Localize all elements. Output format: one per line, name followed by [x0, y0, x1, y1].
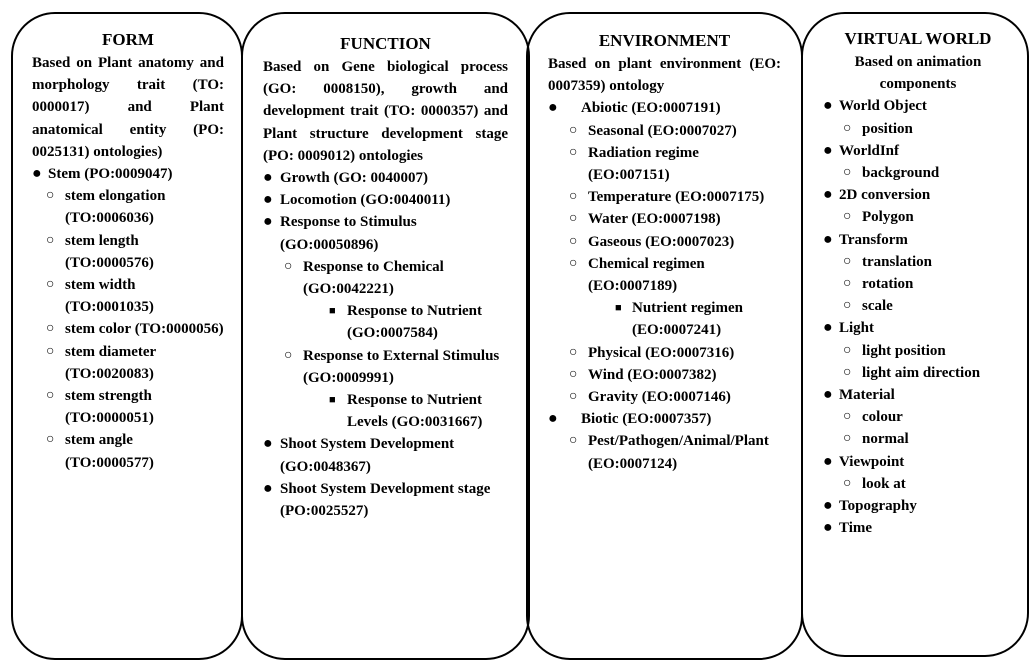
list-item-label: Locomotion (GO:0040011) [280, 192, 451, 209]
bullet-hollow-circle-icon: ○ [843, 342, 852, 358]
list-item-label: stem width (TO:0001035) [65, 277, 154, 316]
list-item [821, 95, 1015, 117]
list-item-label: colour [862, 409, 903, 426]
list-item-label: Response to Nutrient Levels (GO:0031667) [347, 392, 483, 431]
list-item-label: stem strength (TO:0000051) [65, 388, 154, 427]
bullet-filled-circle-icon: ● [32, 165, 42, 183]
bullet-hollow-circle-icon: ○ [843, 364, 852, 380]
bullet-hollow-circle-icon: ○ [284, 258, 293, 274]
list-item-label: Growth (GO: 0040007) [280, 170, 429, 187]
bullet-hollow-circle-icon: ○ [843, 209, 852, 225]
list-item-label: look at [862, 475, 906, 492]
list-item-label: Gravity (EO:0007146) [588, 389, 731, 406]
list-item-label: Radiation regime (EO:007151) [588, 144, 699, 184]
list-item [821, 162, 1015, 184]
bullet-filled-circle-icon: ● [823, 519, 833, 537]
bullet-filled-circle-icon: ● [263, 191, 273, 209]
bullet-hollow-circle-icon: ○ [569, 255, 578, 271]
bullet-filled-circle-icon: ● [263, 169, 273, 187]
list-item [821, 140, 1015, 162]
list-item-label: stem color (TO:0000056) [65, 321, 224, 338]
list-item [821, 517, 1015, 539]
list-item-label: Polygon [862, 209, 914, 226]
list-item-label: Response to Stimulus (GO:00050896) [280, 214, 417, 253]
list-item-label: Physical (EO:0007316) [588, 344, 735, 361]
bullet-square-icon: ■ [329, 394, 336, 407]
bullet-hollow-circle-icon: ○ [843, 431, 852, 447]
list-item-label: Response to External Stimulus (GO:0009991) [303, 347, 500, 386]
list-item-label: stem angle (TO:0000577) [65, 432, 154, 471]
bullet-hollow-circle-icon: ○ [569, 366, 578, 382]
environment-list [548, 97, 781, 474]
list-item [263, 300, 508, 344]
list-item-label: WorldInf [839, 142, 900, 159]
list-item [548, 386, 781, 408]
list-item [548, 208, 781, 230]
list-item-label: Water (EO:0007198) [588, 211, 721, 228]
list-item [32, 385, 224, 429]
list-item [548, 297, 781, 341]
bullet-filled-circle-icon: ● [823, 319, 833, 337]
list-item-label: Nutrient regimen (EO:0007241) [632, 300, 743, 339]
bullet-hollow-circle-icon: ○ [569, 433, 578, 449]
list-item [548, 408, 781, 430]
list-item [821, 384, 1015, 406]
list-item [263, 211, 508, 255]
list-item [263, 433, 508, 477]
bullet-filled-circle-icon: ● [823, 452, 833, 470]
bullet-filled-circle-icon: ● [263, 479, 273, 497]
list-item [548, 97, 781, 119]
bullet-hollow-circle-icon: ○ [569, 122, 578, 138]
list-item [821, 362, 1015, 384]
list-item-label: Chemical regimen (EO:0007189) [588, 255, 705, 295]
environment-title: ENVIRONMENT [598, 31, 731, 50]
list-item-label: Pest/Pathogen/Animal/Plant (EO:0007124) [588, 433, 769, 472]
bullet-filled-circle-icon: ● [548, 99, 558, 117]
list-item-label: Response to Chemical (GO:0042221) [303, 258, 444, 298]
list-item-label: stem length (TO:0000576) [65, 232, 154, 271]
bullet-hollow-circle-icon: ○ [569, 389, 578, 405]
list-item-label: rotation [862, 276, 914, 293]
list-item [548, 253, 781, 297]
list-item [548, 364, 781, 386]
bullet-hollow-circle-icon: ○ [569, 144, 578, 160]
bullet-hollow-circle-icon: ○ [46, 188, 55, 204]
bullet-square-icon: ■ [615, 302, 622, 315]
list-item [32, 163, 224, 185]
bullet-hollow-circle-icon: ○ [843, 276, 852, 292]
list-item-label: Shoot System Development stage (PO:0025527) [280, 480, 491, 520]
bullet-hollow-circle-icon: ○ [843, 298, 852, 314]
list-item [263, 189, 508, 211]
list-item [821, 317, 1015, 339]
bullet-hollow-circle-icon: ○ [569, 189, 578, 205]
list-item [548, 142, 781, 186]
list-item-label: Shoot System Development (GO:0048367) [280, 436, 455, 475]
bullet-filled-circle-icon: ● [823, 230, 833, 248]
list-item-label: normal [862, 431, 909, 448]
list-item-label: Temperature (EO:0007175) [588, 189, 765, 206]
bullet-filled-circle-icon: ● [823, 141, 833, 159]
list-item-label: Light [839, 320, 875, 337]
list-item [821, 295, 1015, 317]
bullet-hollow-circle-icon: ○ [843, 475, 852, 491]
bullet-filled-circle-icon: ● [823, 186, 833, 204]
list-item-label: position [862, 120, 913, 137]
bullet-filled-circle-icon: ● [263, 435, 273, 453]
virtual-world-title: VIRTUAL WORLD [844, 29, 992, 48]
virtual-world-panel [801, 12, 1029, 657]
list-item [263, 389, 508, 433]
bullet-hollow-circle-icon: ○ [569, 344, 578, 360]
list-item-label: light aim direction [862, 364, 981, 381]
list-item [263, 256, 508, 300]
virtual-world-description: Based on animation components [854, 54, 982, 93]
bullet-filled-circle-icon: ● [263, 213, 273, 231]
bullet-filled-circle-icon: ● [548, 410, 558, 428]
list-item [548, 186, 781, 208]
list-item [821, 206, 1015, 228]
list-item [821, 273, 1015, 295]
bullet-hollow-circle-icon: ○ [46, 232, 55, 248]
list-item-label: Transform [839, 231, 908, 248]
list-item-label: Time [839, 520, 873, 537]
bullet-hollow-circle-icon: ○ [284, 347, 293, 363]
list-item-label: 2D conversion [839, 187, 931, 204]
form-panel [11, 12, 243, 660]
environment-panel [526, 12, 803, 660]
bullet-filled-circle-icon: ● [823, 97, 833, 115]
list-item-label: Stem (PO:0009047) [48, 166, 173, 183]
bullet-hollow-circle-icon: ○ [843, 165, 852, 181]
list-item [821, 340, 1015, 362]
bullet-hollow-circle-icon: ○ [843, 253, 852, 269]
bullet-hollow-circle-icon: ○ [843, 120, 852, 136]
list-item [821, 428, 1015, 450]
list-item [32, 185, 224, 229]
bullet-hollow-circle-icon: ○ [569, 233, 578, 249]
list-item [32, 230, 224, 274]
list-item [821, 251, 1015, 273]
bullet-hollow-circle-icon: ○ [46, 321, 55, 337]
list-item [821, 495, 1015, 517]
list-item [32, 341, 224, 385]
list-item-label: Seasonal (EO:0007027) [588, 122, 737, 139]
list-item [821, 451, 1015, 473]
bullet-hollow-circle-icon: ○ [843, 409, 852, 425]
list-item-label: translation [862, 253, 933, 270]
list-item [821, 406, 1015, 428]
list-item-label: stem diameter (TO:0020083) [65, 343, 156, 382]
list-item-label: Topography [839, 498, 917, 515]
form-title: FORM [102, 30, 154, 49]
list-item-label: Response to Nutrient (GO:0007584) [347, 303, 482, 342]
function-description: Based on Gene biological process (GO: 0008150), growth and development trait (TO: 0000357) and Plant structure development stage (PO: 0009012) ontologies [263, 59, 508, 164]
form-description: Based on Plant anatomy and morphology trait (TO: 0000017) and Plant anatomical entity (PO: 0025131) ontologies) [32, 55, 224, 160]
list-item [548, 430, 781, 474]
bullet-square-icon: ■ [329, 305, 336, 318]
list-item [548, 120, 781, 142]
list-item [821, 473, 1015, 495]
list-item [548, 342, 781, 364]
bullet-hollow-circle-icon: ○ [569, 211, 578, 227]
bullet-hollow-circle-icon: ○ [46, 432, 55, 448]
list-item-label: Viewpoint [839, 453, 905, 470]
list-item-label: Abiotic (EO:0007191) [581, 100, 721, 117]
form-list [32, 163, 224, 474]
list-item [821, 118, 1015, 140]
list-item [548, 231, 781, 253]
list-item-label: Biotic (EO:0007357) [581, 411, 712, 428]
list-item [32, 274, 224, 318]
bullet-filled-circle-icon: ● [823, 386, 833, 404]
list-item [263, 345, 508, 389]
virtual-world-list [821, 95, 1015, 539]
function-list [263, 167, 508, 522]
bullet-filled-circle-icon: ● [823, 497, 833, 515]
bullet-hollow-circle-icon: ○ [46, 388, 55, 404]
function-panel [241, 12, 530, 660]
bullet-hollow-circle-icon: ○ [46, 277, 55, 293]
list-item [821, 184, 1015, 206]
list-item-label: stem elongation (TO:0006036) [65, 188, 166, 227]
bullet-hollow-circle-icon: ○ [46, 343, 55, 359]
environment-description: Based on plant environment (EO: 0007359) ontology [548, 56, 781, 95]
list-item [821, 229, 1015, 251]
function-title: FUNCTION [340, 34, 431, 53]
list-item-label: light position [862, 342, 946, 359]
list-item-label: Gaseous (EO:0007023) [588, 233, 735, 250]
list-item-label: scale [862, 298, 893, 315]
list-item-label: Material [839, 387, 895, 404]
list-item [32, 429, 224, 473]
list-item-label: World Object [839, 98, 927, 115]
list-item [263, 167, 508, 189]
list-item [32, 318, 224, 340]
list-item-label: Wind (EO:0007382) [588, 366, 717, 383]
list-item [263, 478, 508, 522]
list-item-label: background [862, 165, 940, 182]
